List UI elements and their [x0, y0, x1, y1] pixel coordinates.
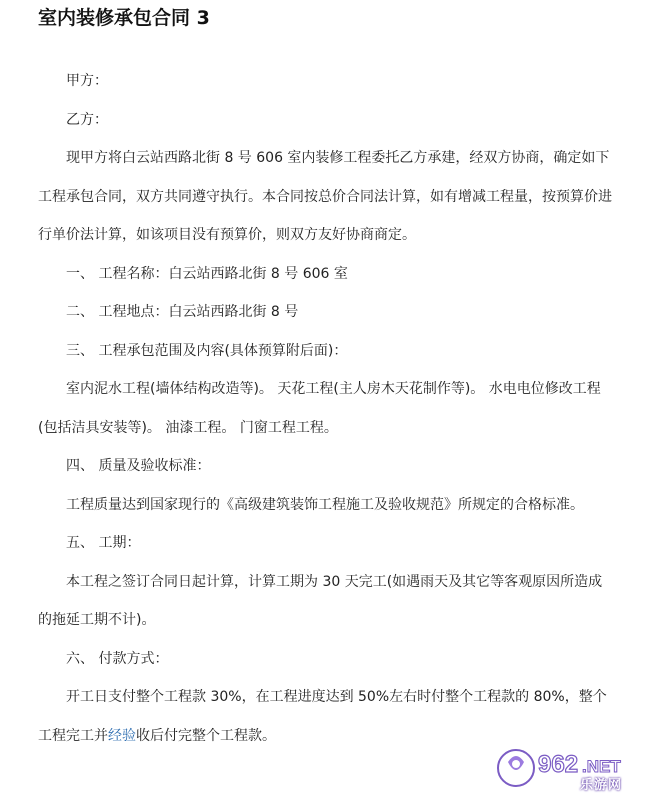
party-a-line: 甲方： [66, 73, 108, 89]
section-heading-3: 三、 工程承包范围及内容(具体预算附后面)： [66, 342, 348, 359]
document-body [38, 62, 612, 755]
watermark-caption: 乐游网 [580, 778, 623, 793]
watermark-site-suffix: .NET [582, 757, 621, 776]
party-b-line: 乙方： [66, 111, 108, 128]
section-3-paragraph: 室内泥水工程(墙体结构改造等)。 天花工程(主人房木天花制作等)。 水电电位修改工程(包括洁具安装等)。 油漆工程。 门窗工程工程。 [38, 381, 601, 436]
section-6-text-b: 收后付完整个工程款。 [136, 727, 276, 744]
section-heading-5: 五、 工期： [66, 535, 141, 551]
section-6-text-a: 开工日支付整个工程款 30%，在工程进度达到 50%左右时付整个工程款的 80%，整个工程完工并 [38, 689, 607, 744]
section-heading-6: 六、 付款方式： [66, 650, 169, 667]
section-5-paragraph: 本工程之签订合同日起计算，计算工期为 30 天完工(如遇雨天及其它等客观原因所造成的拖延工期不计)。 [38, 573, 603, 628]
experience-link[interactable]: 经验 [108, 727, 136, 744]
site-watermark [494, 738, 644, 796]
section-4-paragraph: 工程质量达到国家现行的《高级建筑装饰工程施工及验收规范》所规定的合格标准。 [66, 496, 584, 513]
section-heading-4: 四、 质量及验收标准： [66, 458, 211, 474]
intro-paragraph: 现甲方将白云站西路北街 8 号 606 室内装修工程委托乙方承建，经双方协商，确定如下工程承包合同，双方共同遵守执行。本合同按总价合同法计算，如有增减工程量，按预算价进行单价法计算，如该项目没有预算价，则双方友好协商商定。 [38, 150, 612, 243]
section-heading-2: 二、 工程地点：白云站西路北街 8 号 [66, 304, 299, 320]
watermark-logo-number: 962 [538, 751, 579, 778]
document-title: 室内装修承包合同 3 [38, 7, 210, 29]
section-heading-1: 一、 工程名称：白云站西路北街 8 号 606 室 [66, 265, 348, 282]
